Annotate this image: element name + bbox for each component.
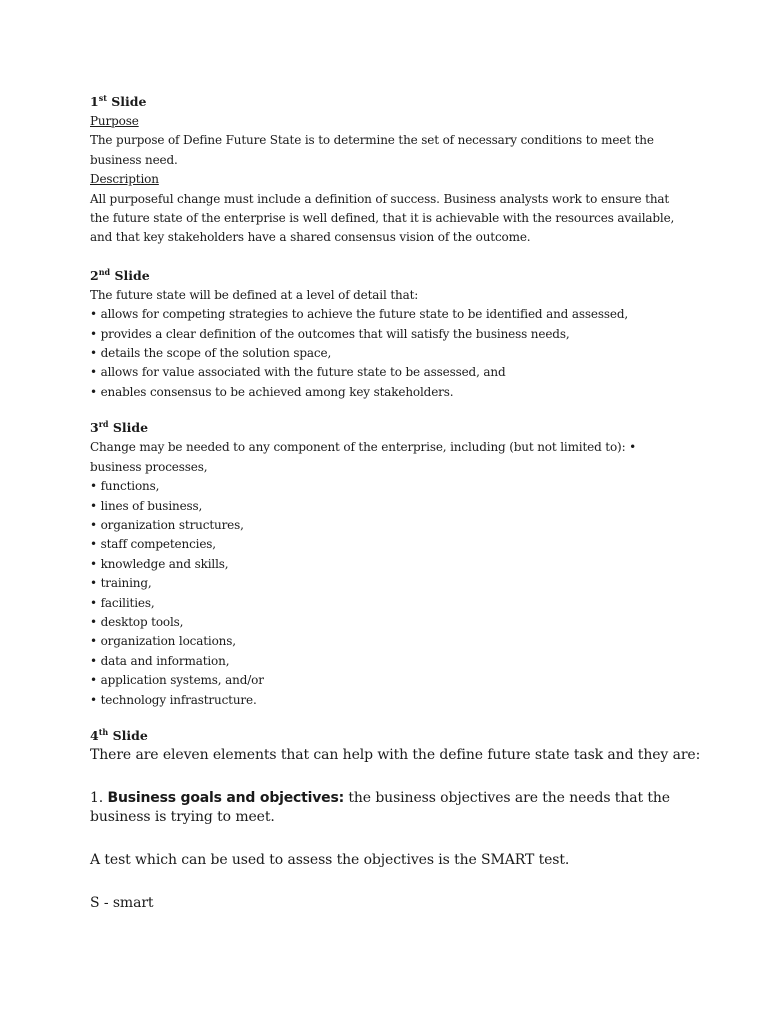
slide4-intro: There are eleven elements that can help with the define future state task and they are: <box>90 746 701 763</box>
slide4-heading-word: Slide <box>112 727 148 743</box>
slide1-heading-suffix: st <box>98 92 107 103</box>
item1-term: Business goals and objectives: <box>107 789 344 806</box>
list-item: • staff competencies, <box>90 537 216 552</box>
slide2-heading <box>90 266 690 286</box>
list-item: • enables consensus to be achieved among key stakeholders. <box>90 384 454 399</box>
slide3-heading <box>90 418 690 438</box>
slide2-heading-number: 2 <box>90 267 99 283</box>
description-label: Description <box>90 172 159 187</box>
slide3-intro-line-1: Change may be needed to any component of the enterprise, including (but not limited to): • <box>90 440 637 455</box>
list-item: • training, <box>90 576 152 591</box>
slide2-heading-word: Slide <box>114 267 150 283</box>
list-item: • provides a clear definition of the outcomes that will satisfy the business needs, <box>90 326 570 341</box>
list-item: • desktop tools, <box>90 614 184 629</box>
list-item: • allows for competing strategies to achieve the future state to be identified and assessed, <box>90 307 629 322</box>
list-item: • application systems, and/or <box>90 673 264 688</box>
purpose-line-2: business need. <box>90 152 178 167</box>
item1-line-1 <box>90 789 690 808</box>
slide4-heading <box>90 726 690 746</box>
purpose-label: Purpose <box>90 114 139 128</box>
list-item: • facilities, <box>90 595 155 610</box>
slide3-heading-number: 3 <box>90 420 99 436</box>
item1-line-2: business is trying to meet. <box>90 808 275 825</box>
slide2-intro: The future state will be defined at a level of detail that: <box>90 287 419 302</box>
list-item: • details the scope of the solution space, <box>90 346 332 361</box>
s-smart-line: S - smart <box>90 894 154 911</box>
list-item: • organization structures, <box>90 517 244 532</box>
list-item: • technology infrastructure. <box>90 692 257 707</box>
slide3-heading-word: Slide <box>112 420 149 436</box>
document-page <box>90 92 701 913</box>
slide1-heading-word: Slide <box>111 94 147 109</box>
list-item: • data and information, <box>90 653 230 668</box>
slide1-heading-number: 1 <box>90 94 99 109</box>
slide2-heading-suffix: nd <box>98 266 111 277</box>
slide4-heading-suffix: th <box>98 726 109 737</box>
slide3-bullet-list <box>90 477 690 710</box>
item1-number: 1. <box>90 789 104 806</box>
list-item: • allows for value associated with the future state to be assessed, and <box>90 365 506 380</box>
slide1-heading <box>90 92 690 112</box>
slide3-intro-line-2: business processes, <box>90 459 208 474</box>
description-line-3: and that key stakeholders have a shared consensus vision of the outcome. <box>90 230 531 245</box>
purpose-line-1: The purpose of Define Future State is to determine the set of necessary conditions to meet the <box>90 133 654 148</box>
list-item: • lines of business, <box>90 498 203 513</box>
description-line-2: the future state of the enterprise is well defined, that it is achievable with the resources available, <box>90 211 675 226</box>
smart-test-line: A test which can be used to assess the objectives is the SMART test. <box>90 851 570 868</box>
list-item: • organization locations, <box>90 634 236 649</box>
slide3-heading-suffix: rd <box>98 419 109 430</box>
item1-rest: the business objectives are the needs that the <box>343 789 670 806</box>
description-line-1: All purposeful change must include a definition of success. Business analysts work to ensure that <box>90 191 670 206</box>
slide4-heading-number: 4 <box>90 727 99 743</box>
slide2-bullet-list <box>90 305 690 402</box>
list-item: • knowledge and skills, <box>90 556 229 571</box>
list-item: • functions, <box>90 479 160 494</box>
